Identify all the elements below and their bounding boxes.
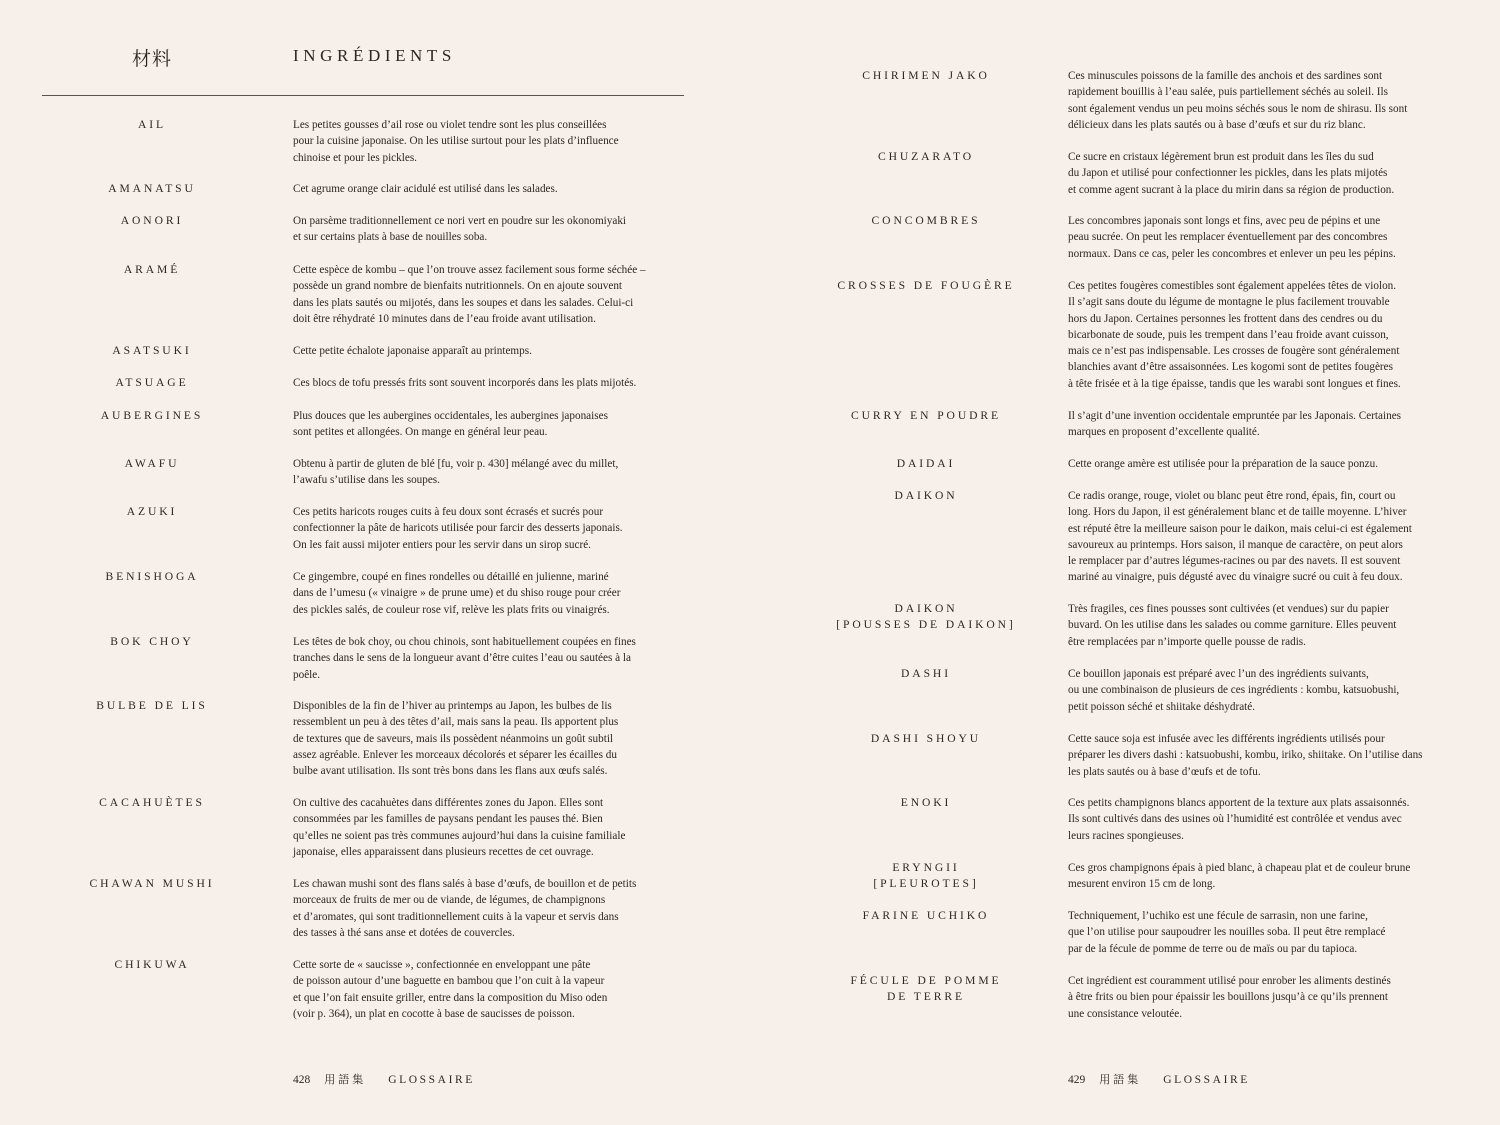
glossary-term: DAIDAI <box>896 457 956 470</box>
glossary-definition: Cette sorte de « saucisse », confectionnée en enveloppant une pâte de poisson autour d’une baguette en bambou que l’on cuit à la vapeur et que l’on fait ensuite griller, entre dans la composition du Miso oden (voir p. 364), un plat en cocotte à base de saucisses de poisson. <box>293 959 608 1020</box>
glossary-term: CHIKUWA <box>114 958 190 971</box>
glossary-term: CACAHUÈTES <box>99 796 205 809</box>
glossary-term: ERYNGII [PLEUROTES] <box>873 861 979 891</box>
glossary-term: CHUZARATO <box>877 150 975 163</box>
glossary-definition: Ce sucre en cristaux légèrement brun est produit dans les îles du sud du Japon et utilisé pour confectionner les pickles, dans les plats mijotés et comme agent sucrant à la place du mirin dans sa région de production. <box>1068 151 1395 196</box>
glossary-term: AUBERGINES <box>100 409 204 422</box>
glossary-term: CROSSES DE FOUGÈRE <box>837 279 1015 292</box>
glossary-definition: Cette sauce soja est infusée avec les différents ingrédients utilisés pour préparer les divers dashi : katsuobushi, kombu, iriko, shiitake. On l’utilise dans les plats sautés ou à base d’œufs et de tofu. <box>1068 733 1423 778</box>
glossary-term: AIL <box>137 118 166 131</box>
glossary-definition: Ce radis orange, rouge, violet ou blanc peut être rond, épais, fin, court ou long. Hors du Japon, il est généralement blanc et de taille moyenne. L’hiver est réputé être la meilleure saison pour le daikon, mais celui-ci est également savoureux au printemps. Hors saison, il manque de caractère, on peut alors le remplacer par d’autres légumes-racines ou par des navets. Il est souvent mariné au vinaigre, puis dégusté avec du vinaigre sucré ou cuit à feu doux. <box>1068 490 1412 584</box>
footer-japanese: 用語集 <box>324 1073 367 1086</box>
glossary-term: ENOKI <box>900 796 952 809</box>
glossary-definition: Cet ingrédient est couramment utilisé pour enrober les aliments destinés à être frits ou bien pour épaissir les bouillons jusqu’à ce qu’ils prennent une consistance veloutée. <box>1068 975 1391 1020</box>
header-divider <box>42 95 684 96</box>
glossary-term: AMANATSU <box>108 182 196 195</box>
page-footer <box>293 1071 475 1087</box>
glossary-term: AWAFU <box>124 457 180 470</box>
glossary-definition: Ce gingembre, coupé en fines rondelles ou détaillé en julienne, mariné dans de l’umesu (« vinaigre » de prune ume) et du shiso rouge pour créer des pickles salés, de couleur rose vif, relève les plats frits ou vinaigrés. <box>293 571 621 616</box>
glossary-definition: Ce bouillon japonais est préparé avec l’un des ingrédients suivants, ou une combinaison de plusieurs de ces ingrédients : kombu, katsuobushi, petit poisson séché et shiitake déshydraté. <box>1068 668 1400 713</box>
glossary-definition: Ces minuscules poissons de la famille des anchois et des sardines sont rapidement bouillis à l’eau salée, puis partiellement séchés au soleil. Ils sont également vendus un peu moins séchés sous le nom de shirasu. Ils sont délicieux dans les plats sautés ou à base d’œufs et sur du riz blanc. <box>1068 70 1408 131</box>
glossary-term: CHIRIMEN JAKO <box>862 69 990 82</box>
glossary-term: AZUKI <box>126 505 178 518</box>
glossary-definition: Techniquement, l’uchiko est une fécule de sarrasin, non une farine, que l’on utilise pour saupoudrer les nouilles soba. Il peut être remplacé par de la fécule de pomme de terre ou de maïs ou par du tapioca. <box>1068 910 1386 955</box>
right-page <box>750 0 1500 1125</box>
glossary-term: DASHI SHOYU <box>870 732 982 745</box>
glossary-term: ARAMÉ <box>123 263 181 276</box>
glossary-definition: Cette petite échalote japonaise apparaît au printemps. <box>293 345 532 357</box>
header-japanese: 材料 <box>132 48 173 70</box>
glossary-term: AONORI <box>120 214 184 227</box>
glossary-term: ASATSUKI <box>112 344 192 357</box>
glossary-definition: Les concombres japonais sont longs et fins, avec peu de pépins et une peau sucrée. On peut les remplacer éventuellement par des concombres normaux. Dans ce cas, peler les concombres et enlever un peu les pépins. <box>1068 215 1396 260</box>
glossary-term: BENISHOGA <box>105 570 199 583</box>
glossary-definition: Ces petits haricots rouges cuits à feu doux sont écrasés et sucrés pour confectionner la pâte de haricots utilisée pour farcir des desserts japonais. On les fait aussi mijoter entiers pour les servir dans un sirop sucré. <box>293 506 623 551</box>
glossary-term: DASHI <box>901 667 951 680</box>
page-title: INGRÉDIENTS <box>293 46 456 65</box>
glossary-definition: Ces petites fougères comestibles sont également appelées têtes de violon. Il s’agit sans doute du légume de montagne le plus facilement trouvable hors du Japon. Certaines personnes les frottent dans des cendres ou du bicarbonate de soude, puis les trempent dans l’eau froide avant cuisson, mais ce n’est pas indispensable. Les crosses de fougère sont généralement blanchies avant d’être assaisonnées. Les kogomi sont de petites fougères à tête frisée et à la tige épaisse, tandis que les warabi sont longues et fines. <box>1068 280 1401 390</box>
glossary-definition: Ces gros champignons épais à pied blanc, à chapeau plat et de couleur brune mesurent environ 15 cm de long. <box>1068 862 1411 891</box>
glossary-definition: Les chawan mushi sont des flans salés à base d’œufs, de bouillon et de petits morceaux de fruits de mer ou de viande, de légumes, de champignons et d’aromates, qui sont traditionnellement cuits à la vapeur et servis dans des tasses à thé sans anse et dotées de couvercles. <box>293 878 637 939</box>
glossary-definition: Ces blocs de tofu pressés frits sont souvent incorporés dans les plats mijotés. <box>293 377 637 389</box>
glossary-definition: Les petites gousses d’ail rose ou violet tendre sont les plus conseillées pour la cuisine japonaise. On les utilise surtout pour les plats d’influence chinoise et pour les pickles. <box>293 119 619 164</box>
page-footer <box>1068 1071 1250 1087</box>
glossary-definition: Il s’agit d’une invention occidentale empruntée par les Japonais. Certaines marques en proposent d’excellente qualité. <box>1068 410 1402 439</box>
glossary-definition: Cette espèce de kombu – que l’on trouve assez facilement sous forme séchée – possède un grand nombre de bienfaits nutritionnels. On en ajoute souvent dans les plats sautés ou mijotés, dans les soupes et dans les salades. Celui-ci doit être réhydraté 10 minutes dans de l’eau froide avant utilisation. <box>293 264 646 325</box>
glossary-definition: Obtenu à partir de gluten de blé [fu, voir p. 430] mélangé avec du millet, l’awafu s’utilise dans les soupes. <box>293 458 619 487</box>
footer-japanese: 用語集 <box>1099 1073 1142 1086</box>
glossary-definition: Très fragiles, ces fines pousses sont cultivées (et vendues) sur du papier buvard. On les utilise dans les salades ou comme garniture. Elles peuvent être remplacées par n’importe quelle pousse de radis. <box>1068 603 1397 648</box>
glossary-definition: Les têtes de bok choy, ou chou chinois, sont habituellement coupées en fines tranches dans le sens de la longueur avant d’être cuites l’eau ou sautées à la poêle. <box>293 636 636 681</box>
glossary-definition: On parsème traditionnellement ce nori vert en poudre sur les okonomiyaki et sur certains plats à base de nouilles soba. <box>293 215 627 244</box>
glossary-term: DAIKON [POUSSES DE DAIKON] <box>836 602 1016 632</box>
glossary-definition: Cet agrume orange clair acidulé est utilisé dans les salades. <box>293 183 558 195</box>
glossary-term: CHAWAN MUSHI <box>89 877 215 890</box>
glossary-term: DAIKON <box>894 489 958 502</box>
glossary-definition: Ces petits champignons blancs apportent de la texture aux plats assaisonnés. Ils sont cultivés dans des usines où l’humidité est contrôlée et vendus avec leurs racines spongieuses. <box>1068 797 1410 842</box>
page-number: 429 <box>1068 1074 1086 1086</box>
glossary-term: CONCOMBRES <box>871 214 981 227</box>
glossary-term: FARINE UCHIKO <box>862 909 990 922</box>
page-number: 428 <box>293 1074 311 1086</box>
glossary-term: ATSUAGE <box>115 376 189 389</box>
glossary-definition: Plus douces que les aubergines occidentales, les aubergines japonaises sont petites et allongées. On mange en général leur peau. <box>293 410 608 439</box>
glossary-term: BULBE DE LIS <box>96 699 208 712</box>
glossary-definition: Disponibles de la fin de l’hiver au printemps au Japon, les bulbes de lis ressemblent un peu à des têtes d’ail, mais sans la peau. Ils apportent plus de textures que de saveurs, mais ils possèdent néanmoins un goût subtil assez agréable. Enlever les morceaux décolorés et séparer les écailles du bulbe avant utilisation. Ils sont très bons dans les flans aux œufs salés. <box>293 700 619 778</box>
footer-section-label: GLOSSAIRE <box>1163 1074 1250 1086</box>
glossary-term: BOK CHOY <box>110 635 194 648</box>
footer-section-label: GLOSSAIRE <box>388 1074 475 1086</box>
glossary-term: CURRY EN POUDRE <box>850 409 1001 422</box>
glossary-definition: Cette orange amère est utilisée pour la préparation de la sauce ponzu. <box>1068 458 1379 470</box>
glossary-definition: On cultive des cacahuètes dans différentes zones du Japon. Elles sont consommées par les familles de paysans pendant les pauses thé. Bien qu’elles ne soient pas très communes aujourd’hui dans la cuisine familiale japonaise, elles apparaissent dans plusieurs recettes de cet ouvrage. <box>293 797 626 858</box>
glossary-term: FÉCULE DE POMME DE TERRE <box>850 974 1002 1004</box>
